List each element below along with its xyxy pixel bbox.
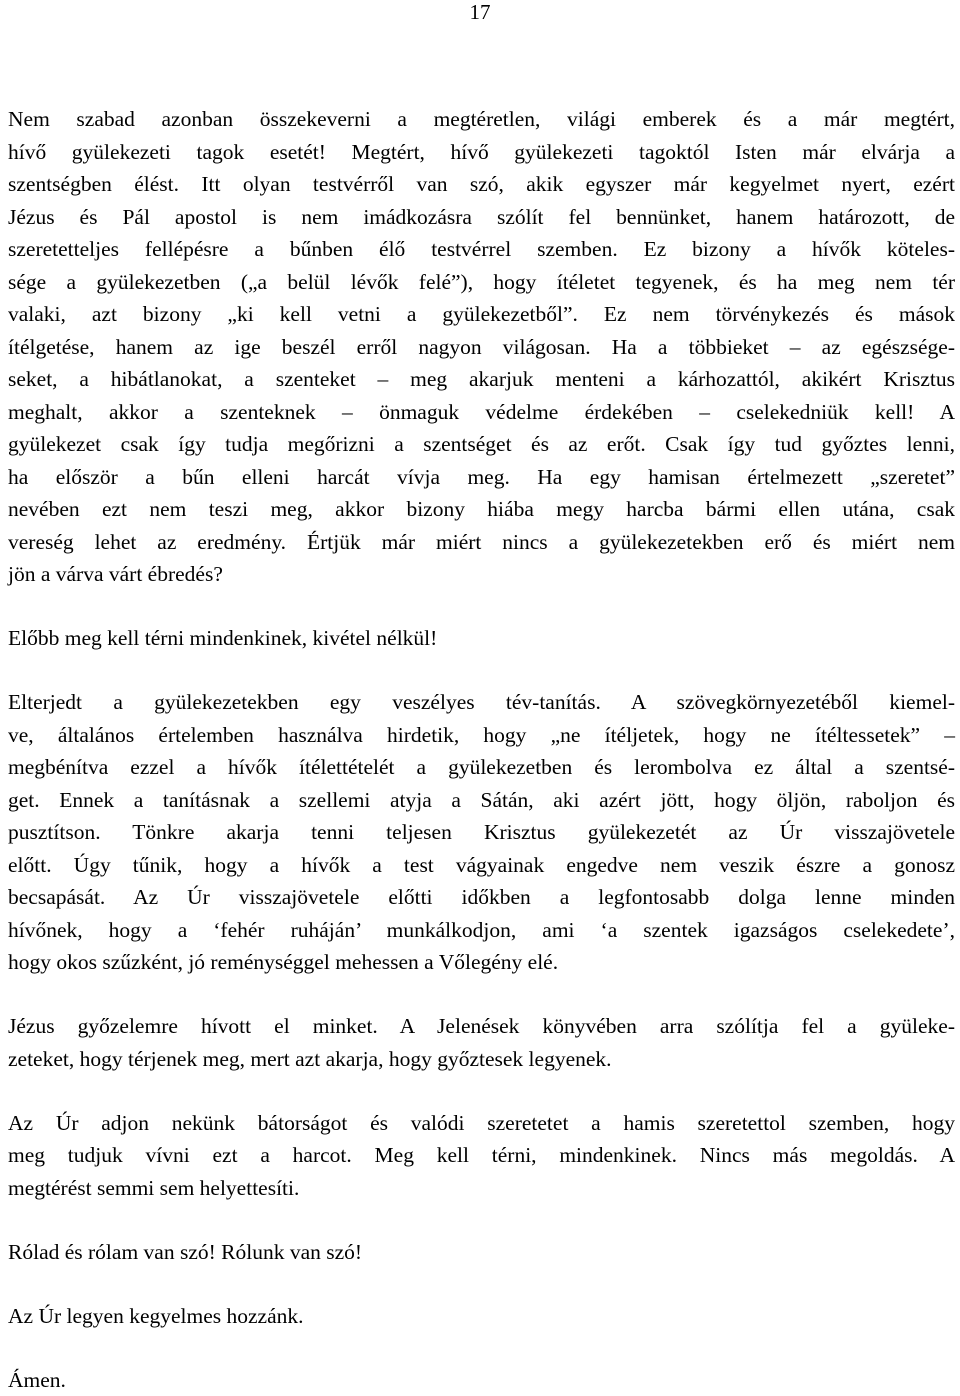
text-line: Jézus győzelemre hívott el minket. A Jelenések könyvében arra szólítja fel a gyüleke- xyxy=(8,1010,955,1043)
text-line: zeteket, hogy térjenek meg, mert azt akarja, hogy győztesek legyenek. xyxy=(8,1043,955,1076)
paragraph-gap xyxy=(8,1204,955,1236)
text-line: hogy okos szűzként, jó reménységgel mehessen a Vőlegény elé. xyxy=(8,946,955,979)
text-line: Rólad és rólam van szó! Rólunk van szó! xyxy=(8,1236,955,1269)
paragraph-gap xyxy=(8,655,955,687)
paragraph xyxy=(8,1300,955,1333)
text-line: gyülekezet csak így tudja megőrizni a szentséget és az erőt. Csak így tud győztes lenni, xyxy=(8,428,955,461)
text-line: hívőnek, hogy a ‘fehér ruháján’ munkálkodjon, ami ‘a szentek igazságos cselekedete’, xyxy=(8,914,955,947)
text-line: Ámen. xyxy=(8,1364,955,1396)
text-line: ha először a bűn elleni harcát vívja meg. Ha egy hamisan értelmezett „szeretet” xyxy=(8,461,955,494)
paragraph xyxy=(8,103,955,591)
text-line: Jézus és Pál apostol is nem imádkozásra szólít fel bennünket, hanem határozott, de xyxy=(8,201,955,234)
text-line: Előbb meg kell térni mindenkinek, kivétel nélkül! xyxy=(8,622,955,655)
text-line: megtérést semmi sem helyettesíti. xyxy=(8,1172,955,1205)
paragraph-gap xyxy=(8,591,955,623)
paragraph-gap xyxy=(8,1075,955,1107)
text-line: pusztítson. Tönkre akarja tenni teljesen Krisztus gyülekezetét az Úr visszajövetele xyxy=(8,816,955,849)
text-line: vereség lehet az eredmény. Értjük már miért nincs a gyülekezetekben erő és miért nem xyxy=(8,526,955,559)
text-line: szentségben élést. Itt olyan testvérről van szó, akik egyszer már kegyelmet nyert, ezért xyxy=(8,168,955,201)
text-line: Az Úr legyen kegyelmes hozzánk. xyxy=(8,1300,955,1333)
text-line: megbénítva ezzel a hívők ítélettételét a gyülekezetben és lerombolva ez által a szentsé- xyxy=(8,751,955,784)
paragraph xyxy=(8,1010,955,1075)
text-line: seket, a hibátlanokat, a szenteket – meg akarjuk menteni a kárhozattól, akikért Krisztus xyxy=(8,363,955,396)
text-line: előtt. Úgy tűnik, hogy a hívők a test vágyainak engedve nem veszik észre a gonosz xyxy=(8,849,955,882)
paragraph xyxy=(8,1236,955,1269)
paragraph xyxy=(8,622,955,655)
text-line: Az Úr adjon nekünk bátorságot és valódi szeretetet a hamis szeretettol szemben, hogy xyxy=(8,1107,955,1140)
paragraph-gap xyxy=(8,1332,955,1364)
text-line: Nem szabad azonban összekeverni a megtéretlen, világi emberek és a már megtért, xyxy=(8,103,955,136)
text-line: valaki, azt bizony „ki kell vetni a gyülekezetből”. Ez nem törvénykezés és mások xyxy=(8,298,955,331)
text-line: szeretetteljes fellépésre a bűnben élő testvérrel szemben. Ez bizony a hívők köteles- xyxy=(8,233,955,266)
paragraph-gap xyxy=(8,979,955,1011)
text-line: sége a gyülekezetben („a belül lévők felé”), hogy ítéletet tegyenek, és ha meg nem tér xyxy=(8,266,955,299)
paragraph-gap xyxy=(8,1268,955,1300)
text-line: Elterjedt a gyülekezetekben egy veszélyes tév-tanítás. A szövegkörnyezetéből kiemel- xyxy=(8,686,955,719)
text-line: jön a várva várt ébredés? xyxy=(8,558,955,591)
text-line: ítélgetése, hanem az ige beszél erről nagyon világosan. Ha a többieket – az egészsége- xyxy=(8,331,955,364)
text-line: meghalt, akkor a szenteknek – önmaguk védelme érdekében – cselekedniük kell! A xyxy=(8,396,955,429)
text-line: nevében ezt nem teszi meg, akkor bizony hiába megy harcba bármi ellen utána, csak xyxy=(8,493,955,526)
document-body xyxy=(8,103,955,1396)
paragraph xyxy=(8,1364,955,1396)
page-number: 17 xyxy=(0,0,960,24)
text-line: ve, általános értelemben használva hirdetik, hogy „ne ítéljetek, hogy ne ítéltessetek” – xyxy=(8,719,955,752)
text-line: meg tudjuk vívni ezt a harcot. Meg kell térni, mindenkinek. Nincs más megoldás. A xyxy=(8,1139,955,1172)
paragraph xyxy=(8,686,955,979)
paragraph xyxy=(8,1107,955,1205)
text-line: get. Ennek a tanításnak a szellemi atyja a Sátán, aki azért jött, hogy öljön, raboljon és xyxy=(8,784,955,817)
text-line: becsapását. Az Úr visszajövetele előtti időkben a legfontosabb dolga lenne minden xyxy=(8,881,955,914)
text-line: hívő gyülekezeti tagok esetét! Megtért, hívő gyülekezeti tagoktól Isten már elvárja a xyxy=(8,136,955,169)
